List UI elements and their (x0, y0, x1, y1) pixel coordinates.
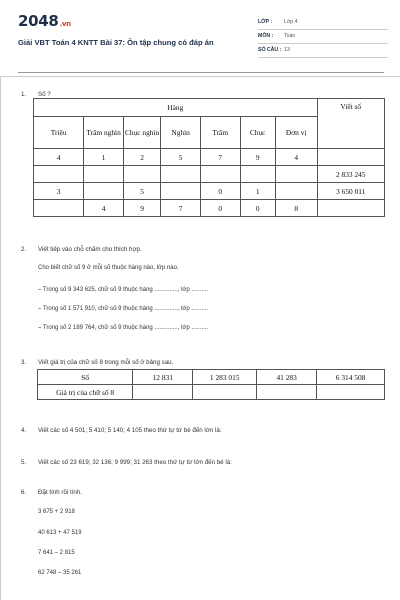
table-cell[interactable] (240, 166, 275, 183)
table-cell: 1 283 015 (193, 370, 257, 385)
table-cell[interactable] (275, 166, 317, 183)
meta-row-class (258, 17, 388, 30)
table-cell[interactable] (84, 166, 124, 183)
table-cell: 1 (240, 183, 275, 200)
table-cell: 4 (84, 200, 124, 217)
table-cell: 2 833 245 (317, 166, 384, 183)
table-cell[interactable] (161, 166, 201, 183)
col-header: Chục nghìn (123, 117, 160, 149)
table-cell (317, 149, 384, 166)
table-cell: 12 831 (133, 370, 193, 385)
col-header: Triệu (34, 117, 84, 149)
table-cell: 8 (275, 200, 317, 217)
table-cell: 5 (161, 149, 201, 166)
logo-tld: .vn (59, 20, 71, 28)
write-number-header: Viết số (317, 99, 384, 149)
q1-number: 1. (21, 91, 27, 98)
table-cell[interactable] (200, 166, 240, 183)
answer-cell[interactable] (317, 385, 385, 400)
table-cell: 4 (275, 149, 317, 166)
table-row (38, 385, 385, 400)
q1-text: Số ? (38, 91, 51, 98)
table-cell[interactable] (34, 200, 84, 217)
q6-item: 7 641 – 2 815 (38, 550, 75, 556)
row-label: Giá trị của chữ số 8 (38, 385, 133, 400)
col-header: Trăm nghìn (84, 117, 124, 149)
q4-text: Viết các số 4 501; 5 410; 5 140; 4 105 theo thứ tự từ bé đến lớn là: (38, 427, 222, 434)
q2-line[interactable]: – Trong số 2 189 764, chữ số 9 thuộc hàng .............., lớp .......... (38, 325, 209, 331)
col-header: Nghìn (161, 117, 201, 149)
table-cell[interactable] (84, 183, 124, 200)
row-label: Số (38, 370, 133, 385)
q2-text: Viết tiếp vào chỗ chấm cho thích hợp. (38, 246, 142, 253)
q2-intro: Cho biết chữ số 9 ở mỗi số thuộc hàng nào, lớp nào. (38, 265, 179, 271)
q2-number: 2. (21, 246, 27, 253)
table-row (34, 149, 385, 166)
table-row (34, 166, 385, 183)
q2-line[interactable]: – Trong số 9 343 625, chữ số 9 thuộc hàng .............., lớp .......... (38, 287, 209, 293)
meta-value: Lớp 4 (284, 19, 298, 25)
q6-item: 62 748 – 35 261 (38, 570, 82, 576)
table-cell: 4 (34, 149, 84, 166)
table-cell: 0 (240, 200, 275, 217)
q6-text: Đặt tính rồi tính. (38, 489, 83, 496)
table-row (38, 370, 385, 385)
meta-value: Toán (284, 33, 296, 39)
meta-key: SỐ CÂU : (258, 47, 282, 53)
col-header: Đơn vị (275, 117, 317, 149)
table-cell: 9 (240, 149, 275, 166)
meta-value: 13 (284, 47, 290, 53)
answer-cell[interactable] (193, 385, 257, 400)
place-value-table (33, 98, 385, 217)
q2-line[interactable]: – Trong số 1 571 910, chữ số 9 thuộc hàng .............., lớp .......... (38, 306, 209, 312)
page-header (0, 0, 400, 70)
answer-cell[interactable] (133, 385, 193, 400)
meta-row-count (258, 45, 388, 58)
table-cell: 9 (123, 200, 160, 217)
site-logo[interactable] (18, 12, 71, 30)
meta-key: MÔN : (258, 33, 274, 39)
answer-cell[interactable] (257, 385, 317, 400)
meta-key: LỚP : (258, 19, 273, 25)
table-cell: 3 (34, 183, 84, 200)
q6-item: 3 675 + 2 918 (38, 509, 75, 515)
table-cell[interactable] (123, 166, 160, 183)
table-row (34, 183, 385, 200)
page-title: Giải VBT Toán 4 KNTT Bài 37: Ôn tập chung có đáp án (18, 38, 214, 47)
table-cell[interactable] (275, 183, 317, 200)
q3-text: Viết giá trị của chữ số 8 trong mỗi số ở bảng sau. (38, 359, 174, 366)
q5-number: 5. (21, 459, 27, 466)
logo-text: 2048 (18, 12, 59, 30)
table-cell: 1 (84, 149, 124, 166)
meta-row-subject (258, 31, 388, 44)
table-cell: 3 650 011 (317, 183, 384, 200)
q5-text: Viết các số 23 619; 32 136; 9 999; 31 263 theo thứ tự từ lớn đến bé là: (38, 459, 232, 466)
table-cell: 6 314 508 (317, 370, 385, 385)
group-header: Hàng (34, 99, 318, 117)
table-cell: 41 283 (257, 370, 317, 385)
q6-number: 6. (21, 489, 27, 496)
col-header: Chục (240, 117, 275, 149)
table-cell: 5 (123, 183, 160, 200)
header-divider (18, 72, 384, 73)
digit-value-table (37, 369, 385, 400)
q3-number: 3. (21, 359, 27, 366)
table-cell: 2 (123, 149, 160, 166)
table-row (34, 200, 385, 217)
table-cell[interactable] (161, 183, 201, 200)
table-cell: 7 (200, 149, 240, 166)
table-cell: 7 (161, 200, 201, 217)
q4-number: 4. (21, 427, 27, 434)
q6-item: 40 613 + 47 519 (38, 530, 82, 536)
table-cell: 0 (200, 183, 240, 200)
table-cell[interactable] (317, 200, 384, 217)
table-cell: 0 (200, 200, 240, 217)
table-cell[interactable] (34, 166, 84, 183)
col-header: Trăm (200, 117, 240, 149)
